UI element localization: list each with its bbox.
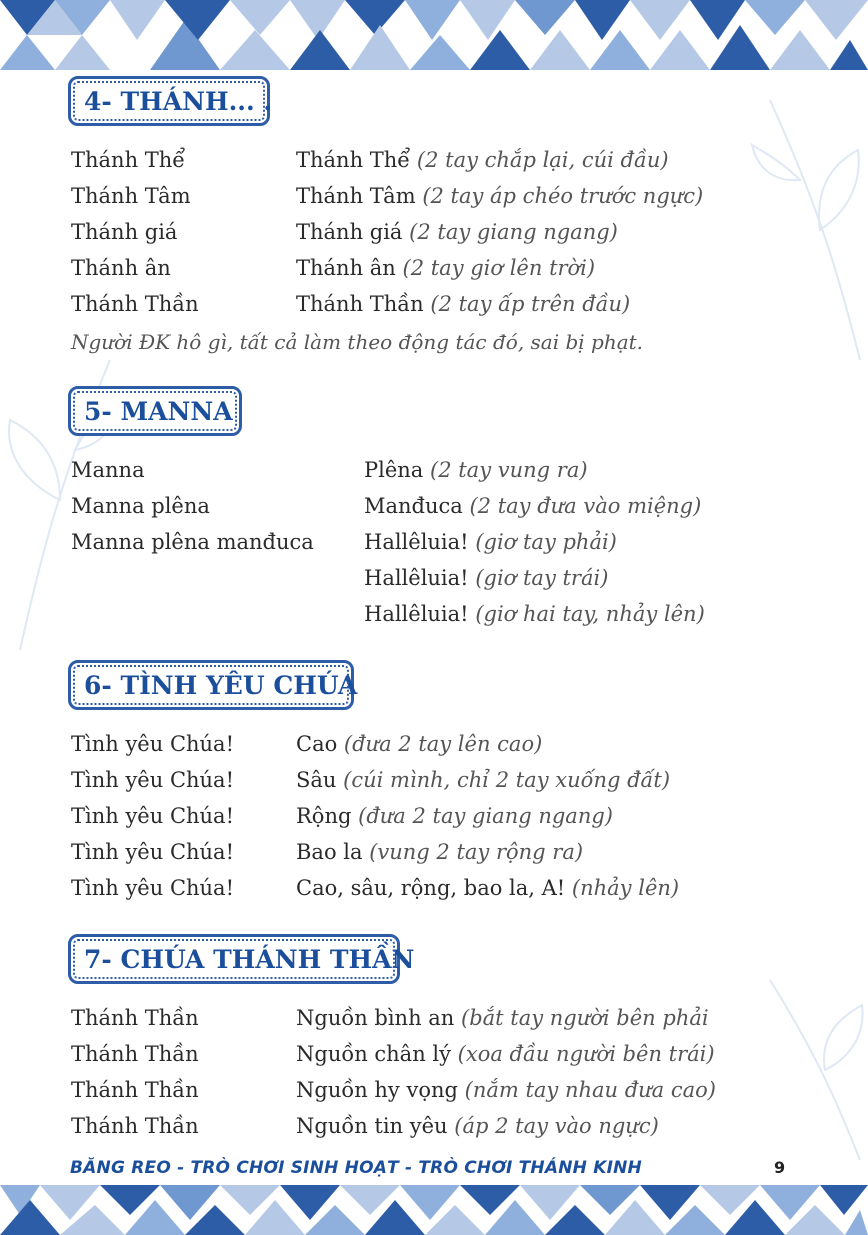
call-text: Thánh Tâm bbox=[71, 184, 191, 208]
gesture-text: (nhảy lên) bbox=[571, 876, 680, 900]
section-note: Người ĐK hô gì, tất cả làm theo động tác đó, sai bị phạt. bbox=[71, 330, 644, 354]
gesture-text: (xoa đầu người bên trái) bbox=[457, 1042, 715, 1066]
response-group bbox=[296, 1080, 716, 1101]
response-group bbox=[296, 878, 679, 899]
bottom-triangle-border bbox=[0, 1185, 868, 1235]
gesture-text: (2 tay đưa vào miệng) bbox=[469, 494, 702, 518]
call-text: Manna bbox=[71, 458, 145, 482]
call-text: Thánh Thể bbox=[71, 148, 186, 172]
call-text: Thánh Thần bbox=[71, 1114, 199, 1138]
response-text: Bao la bbox=[296, 840, 363, 864]
response-group bbox=[296, 186, 703, 207]
response-group bbox=[296, 770, 670, 791]
response-group bbox=[296, 150, 669, 171]
response-text: Nguồn chân lý bbox=[296, 1042, 451, 1066]
call-text: Thánh Thần bbox=[71, 1042, 199, 1066]
gesture-text: (2 tay chắp lại, cúi đầu) bbox=[416, 148, 669, 172]
response-group bbox=[296, 1044, 715, 1065]
response-group bbox=[296, 1116, 659, 1137]
response-group bbox=[364, 604, 705, 625]
gesture-text: (2 tay giơ lên trời) bbox=[402, 256, 596, 280]
gesture-text: (đưa 2 tay giang ngang) bbox=[358, 804, 613, 828]
response-text: Hallêluia! bbox=[364, 602, 469, 626]
response-group bbox=[364, 532, 617, 553]
response-text: Rộng bbox=[296, 804, 352, 828]
response-group bbox=[296, 222, 618, 243]
response-group bbox=[296, 1008, 709, 1029]
gesture-text: (2 tay giang ngang) bbox=[409, 220, 618, 244]
gesture-text: (bắt tay người bên phải bbox=[461, 1006, 709, 1030]
response-text: Thánh Thần bbox=[296, 292, 424, 316]
call-text: Thánh Thần bbox=[71, 1006, 199, 1030]
gesture-text: (áp 2 tay vào ngực) bbox=[454, 1114, 659, 1138]
response-text: Hallêluia! bbox=[364, 566, 469, 590]
section-title-chua-thanh-than: 7- CHÚA THÁNH THẦN bbox=[68, 934, 400, 984]
response-text: Hallêluia! bbox=[364, 530, 469, 554]
call-text: Tình yêu Chúa! bbox=[71, 840, 235, 864]
response-text: Nguồn hy vọng bbox=[296, 1078, 458, 1102]
response-text: Cao bbox=[296, 732, 338, 756]
gesture-text: (vung 2 tay rộng ra) bbox=[369, 840, 584, 864]
response-group bbox=[296, 842, 583, 863]
call-text: Thánh Thần bbox=[71, 1078, 199, 1102]
response-text: Plêna bbox=[364, 458, 424, 482]
gesture-text: (cúi mình, chỉ 2 tay xuống đất) bbox=[343, 768, 671, 792]
top-triangle-border bbox=[0, 0, 868, 70]
call-text: Thánh ân bbox=[71, 256, 171, 280]
response-text: Cao, sâu, rộng, bao la, A! bbox=[296, 876, 566, 900]
gesture-text: (2 tay ấp trên đầu) bbox=[430, 292, 631, 316]
bottom-triangles bbox=[0, 1185, 868, 1235]
gesture-text: (2 tay áp chéo trước ngực) bbox=[422, 184, 704, 208]
response-group bbox=[364, 460, 588, 481]
leaf-decoration-right bbox=[750, 90, 868, 370]
call-text: Tình yêu Chúa! bbox=[71, 732, 235, 756]
call-text: Thánh giá bbox=[71, 220, 178, 244]
page-number: 9 bbox=[774, 1158, 786, 1177]
response-group bbox=[296, 258, 595, 279]
call-text: Tình yêu Chúa! bbox=[71, 876, 235, 900]
gesture-text: (giơ tay phải) bbox=[475, 530, 617, 554]
call-text: Manna plêna bbox=[71, 494, 210, 518]
response-text: Thánh ân bbox=[296, 256, 396, 280]
response-text: Sâu bbox=[296, 768, 337, 792]
gesture-text: (đưa 2 tay lên cao) bbox=[343, 732, 543, 756]
response-group bbox=[364, 568, 608, 589]
leaf-decoration-right-lower bbox=[740, 970, 868, 1170]
gesture-text: (2 tay vung ra) bbox=[430, 458, 588, 482]
response-text: Thánh Tâm bbox=[296, 184, 416, 208]
response-text: Manđuca bbox=[364, 494, 463, 518]
call-text: Thánh Thần bbox=[71, 292, 199, 316]
footer-book-title: BĂNG REO - TRÒ CHƠI SINH HOẠT - TRÒ CHƠI THÁNH KINH bbox=[70, 1158, 642, 1178]
gesture-text: (giơ tay trái) bbox=[475, 566, 609, 590]
top-triangles bbox=[0, 0, 868, 70]
gesture-text: (giơ hai tay, nhảy lên) bbox=[475, 602, 705, 626]
section-title-thanh: 4- THÁNH... . bbox=[68, 76, 270, 126]
response-group bbox=[296, 294, 630, 315]
response-text: Nguồn bình an bbox=[296, 1006, 455, 1030]
response-group bbox=[364, 496, 701, 517]
call-text: Tình yêu Chúa! bbox=[71, 804, 235, 828]
call-text: Tình yêu Chúa! bbox=[71, 768, 235, 792]
response-text: Thánh Thể bbox=[296, 148, 411, 172]
gesture-text: (nắm tay nhau đưa cao) bbox=[464, 1078, 716, 1102]
response-group bbox=[296, 734, 542, 755]
section-title-tinh-yeu-chua: 6- TÌNH YÊU CHÚA bbox=[68, 660, 354, 710]
response-text: Nguồn tin yêu bbox=[296, 1114, 448, 1138]
response-text: Thánh giá bbox=[296, 220, 403, 244]
response-group bbox=[296, 806, 613, 827]
section-title-manna: 5- MANNA bbox=[68, 386, 242, 436]
call-text: Manna plêna manđuca bbox=[71, 530, 314, 554]
